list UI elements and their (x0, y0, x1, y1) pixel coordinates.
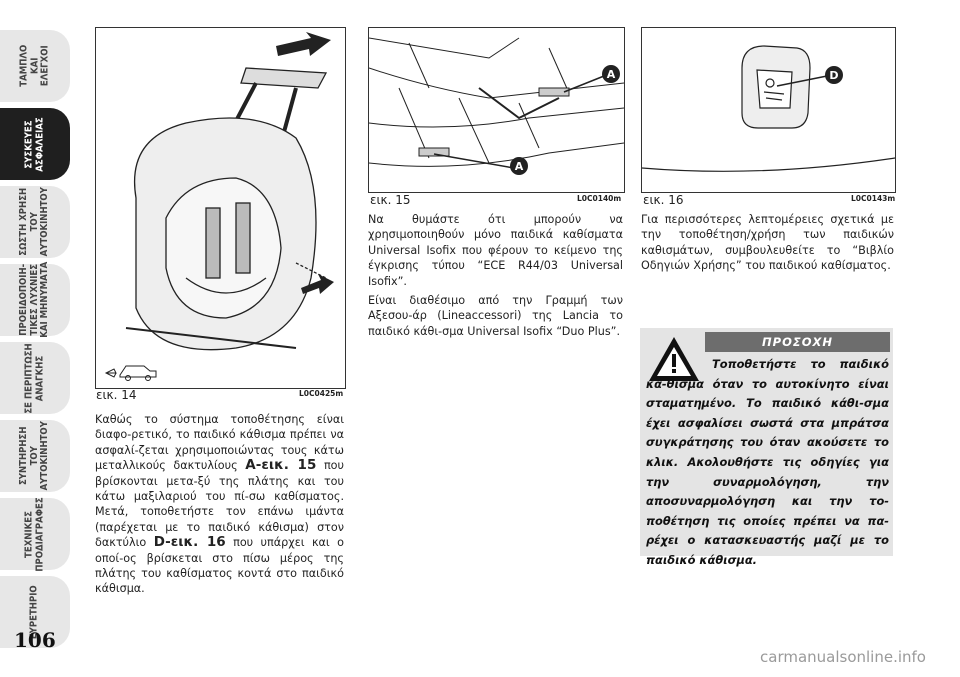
figure-reference: D-εικ. 16 (153, 534, 226, 551)
tab-label: ΕΥΡΕΤΗΡΙΟ (28, 585, 40, 639)
rear-seat-illustration (369, 28, 624, 192)
marker-a-label: A (606, 68, 616, 81)
figure-15-code: L0C0140m (577, 194, 622, 203)
body-paragraph (95, 412, 344, 597)
body-paragraph: Είναι διαθέσιμο από την Γραμμή των Αξεσου-άρ (Lineaccessori) της Lancia το παιδικό κάθι-σμα Universal Isofix “Duo Plus”. (368, 294, 623, 338)
tab-label: ΣΥΝΤΗΡΗΣΗ ΤΟΥ ΑΥΤΟΚΙΝΗΤΟΥ (18, 421, 51, 491)
figure-16-caption: εικ. 16 (643, 193, 684, 207)
figure-14-child-seat (95, 27, 346, 389)
marker-a-label: A (514, 160, 524, 173)
tab-label: ΣΩΣΤΗ ΧΡΗΣΗ ΤΟΥ ΑΥΤΟΚΙΝΗΤΟΥ (18, 187, 51, 257)
figure-15-caption: εικ. 15 (370, 193, 411, 207)
tab-safety[interactable] (0, 108, 70, 180)
page-number: 106 (14, 628, 56, 652)
tab-label: ΤΕΧΝΙΚΕΣ ΠΡΟΔΙΑΓΡΑΦΕΣ (23, 496, 46, 572)
figure-14-code: L0C0425m (299, 389, 344, 398)
warning-title: ΠΡΟΣΟΧΗ (705, 332, 890, 352)
figure-reference: A-εικ. 15 (245, 457, 317, 474)
body-paragraph: Να θυμάστε ότι μπορούν να χρησιμοποιηθούν μόνο παιδικά καθίσματα Universal Isofix που φέρουν το κείμενο της έγκρισης τύπου “ECE R44/03 Universal Isofix”. (368, 213, 623, 288)
figure-15-isofix-anchors (368, 27, 625, 193)
tab-emergency[interactable] (0, 342, 70, 414)
figure-16-top-tether (641, 27, 896, 193)
text-run: Καθώς το σύστημα τοποθέτησης είναι διαφο-ρετικό, το παιδικό κάθισμα πρέπει να ασφαλί-ζεται χρησιμοποιώντας τους κάτω μεταλλικούς δακτυλίους (95, 413, 344, 473)
warning-text: Τοποθετήστε το παιδικό κά-θισμα όταν το αυτοκίνητο είναι σταματημένο. Το παιδικό κάθι-σμα έχει ασφαλίσει σωστά στα μπράτσα συγκράτησης του όταν ακούσετε το κλικ. Ακολουθήστε τις οδηγίες για την συναρμολόγηση, την αποσυναρμολόγηση και την το-ποθέτηση τις οποίες πρέπει να πα-ρέχει ο κατασκευαστής μαζί με το παιδικό κάθισμα. (646, 357, 889, 567)
warning-box (640, 328, 893, 567)
body-paragraph: Για περισσότερες λεπτομέρειες σχετικά με την τοποθέτηση/χρήση των παιδικών καθισμάτων, συμβουλευθείτε το “Βιβλίο Οδηγιών Χρήσης” του παιδικού καθίσματος. (641, 213, 894, 273)
car-icon (106, 366, 156, 381)
tab-label: ΣΕ ΠΕΡΙΠΤΩΣΗ ΑΝΑΓΚΗΣ (23, 342, 46, 414)
tether-ring-illustration (642, 28, 895, 192)
marker-d-label: D (829, 69, 839, 82)
tab-correct-use[interactable] (0, 186, 70, 258)
tab-controls[interactable] (0, 30, 70, 102)
tab-label: ΤΑΜΠΛΟ ΚΑΙ ΕΛΕΓΧΟΙ (18, 45, 51, 87)
watermark: carmanualsonline.info (760, 648, 926, 666)
tab-label: ΠΡΟΕΙΔΟΠΟΙΗ- ΤΙΚΕΣ ΛΥΧΝΙΕΣ ΚΑΙ ΜΗΝΥΜΑΤΑ (18, 262, 51, 338)
tab-technical-specs[interactable] (0, 498, 70, 570)
tab-label: ΣΥΣΚΕΥΕΣ ΑΣΦΑΛΕΙΑΣ (23, 116, 45, 172)
tab-warning-lights[interactable] (0, 264, 70, 336)
child-seat-illustration (96, 28, 345, 388)
figure-14-caption: εικ. 14 (96, 388, 137, 402)
text-run: που βρίσκονται μετα-ξύ της πλάτης και του κάτω μαξιλαριού του πί-σω καθίσματος. Μετά, τοποθετήστε τον επάνω ιμάντα (παρέχεται με το παιδικό κάθισμα) στον δακτύλιο (95, 459, 344, 550)
figure-16-code: L0C0143m (851, 194, 896, 203)
tab-maintenance[interactable] (0, 420, 70, 492)
text-run: που υπάρχει και ο οποί-ος βρίσκεται στο πίσω μέρος της πλάτης του καθίσματος κοντά στο παιδικό κάθισμα. (95, 536, 344, 596)
arrow-icon (276, 32, 331, 56)
